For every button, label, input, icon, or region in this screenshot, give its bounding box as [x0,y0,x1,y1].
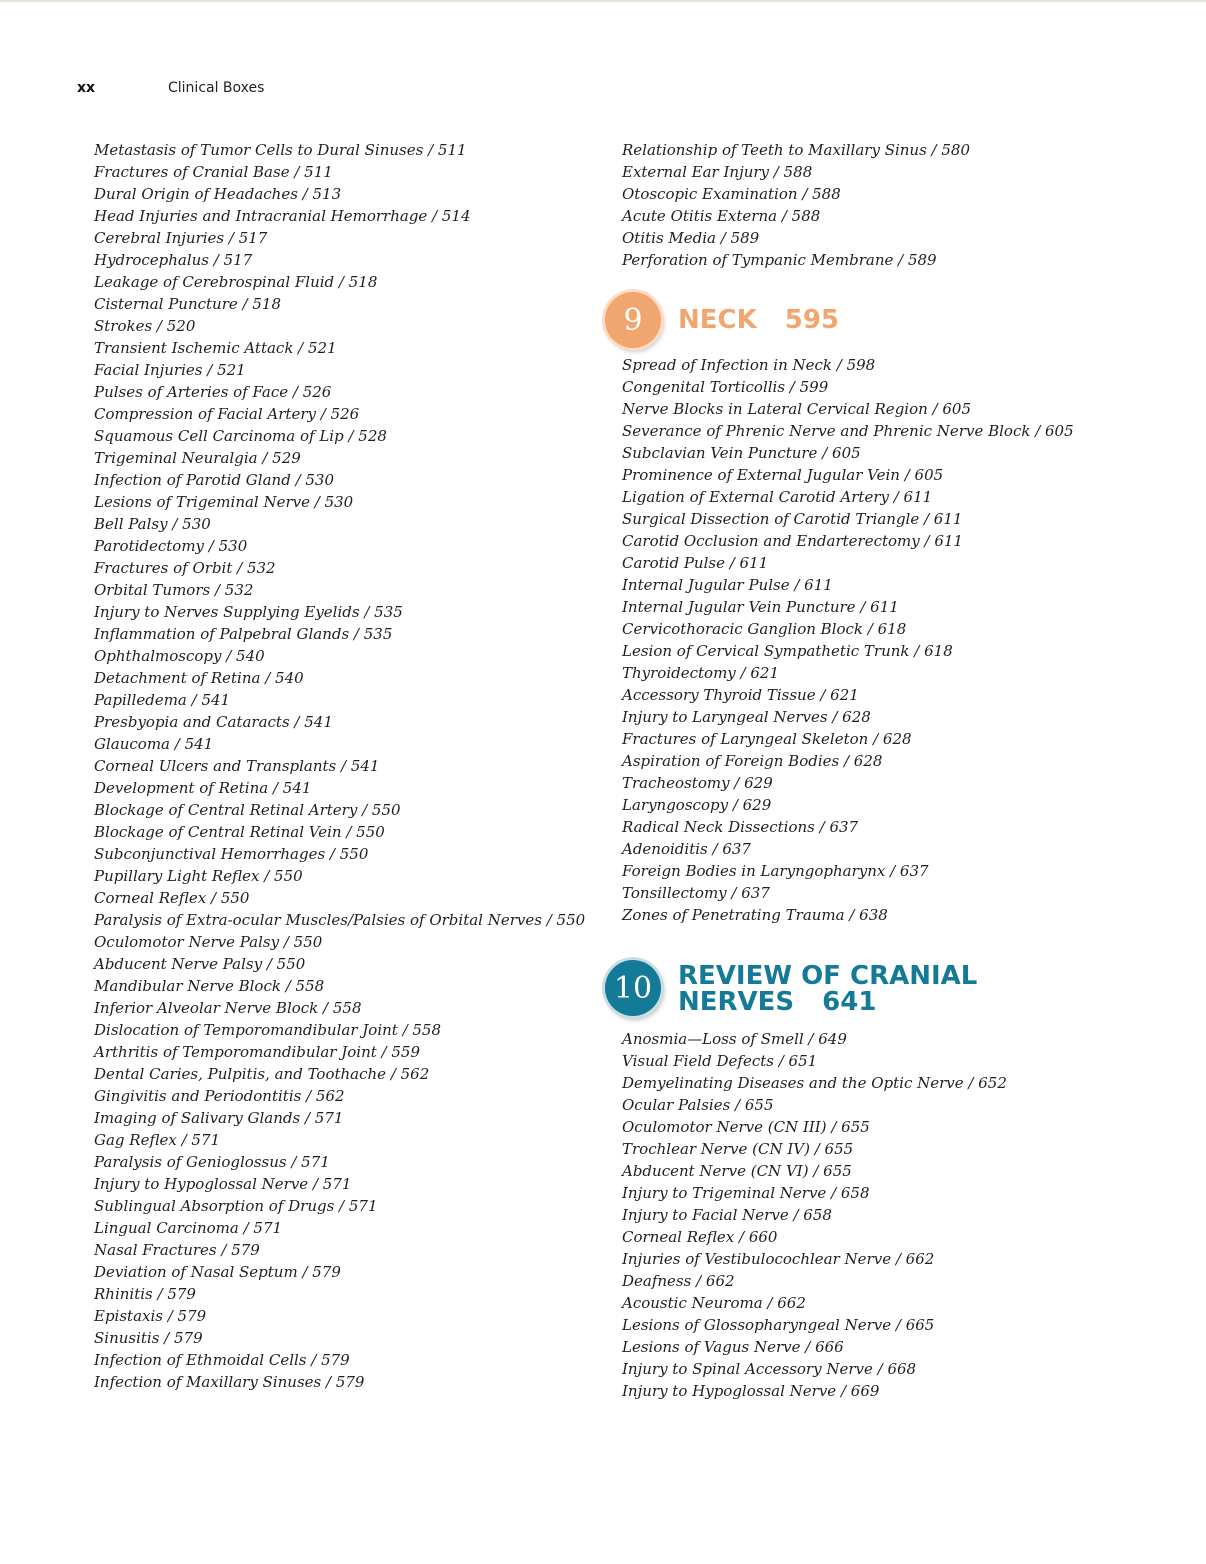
list-item: Accessory Thyroid Tissue / 621 [622,686,859,704]
list-item: Subconjunctival Hemorrhages / 550 [94,845,369,863]
list-item: Fractures of Orbit / 532 [94,559,276,577]
list-item: Corneal Reflex / 660 [622,1228,778,1246]
list-item: Papilledema / 541 [94,691,231,709]
list-item: Infection of Maxillary Sinuses / 579 [94,1373,365,1391]
list-item: Corneal Ulcers and Transplants / 541 [94,757,380,775]
list-item: Demyelinating Diseases and the Optic Nerve / 652 [622,1074,1007,1092]
list-item: Foreign Bodies in Laryngopharynx / 637 [622,862,929,880]
list-item: Bell Palsy / 530 [94,515,211,533]
list-item: Orbital Tumors / 532 [94,581,254,599]
list-item: Nerve Blocks in Lateral Cervical Region / 605 [622,400,971,418]
chapter-title-line1: REVIEW OF CRANIAL [678,961,978,991]
page-header [77,80,264,102]
list-item: Lesions of Glossopharyngeal Nerve / 665 [622,1316,935,1334]
list-item: Injury to Nerves Supplying Eyelids / 535 [94,603,403,621]
list-item: Blockage of Central Retinal Artery / 550 [94,801,401,819]
list-item: Acoustic Neuroma / 662 [622,1294,806,1312]
list-item: Paralysis of Genioglossus / 571 [94,1153,330,1171]
list-item: Hydrocephalus / 517 [94,251,253,269]
list-item: Injury to Hypoglossal Nerve / 669 [622,1382,880,1400]
list-item: Injury to Hypoglossal Nerve / 571 [94,1175,352,1193]
list-item: Trochlear Nerve (CN IV) / 655 [622,1140,854,1158]
list-item: Cisternal Puncture / 518 [94,295,281,313]
list-item: Gingivitis and Periodontitis / 562 [94,1087,345,1105]
chapter-title [678,307,839,333]
list-item: Parotidectomy / 530 [94,537,248,555]
list-item: Severance of Phrenic Nerve and Phrenic Nerve Block / 605 [622,422,1074,440]
list-item: Gag Reflex / 571 [94,1131,221,1149]
list-item: Oculomotor Nerve Palsy / 550 [94,933,323,951]
list-item: Paralysis of Extra-ocular Muscles/Palsies of Orbital Nerves / 550 [94,911,586,929]
list-item: Internal Jugular Vein Puncture / 611 [622,598,899,616]
list-item: Squamous Cell Carcinoma of Lip / 528 [94,427,387,445]
list-item: Carotid Occlusion and Endarterectomy / 611 [622,532,963,550]
list-item: Adenoiditis / 637 [622,840,751,858]
list-item: Thyroidectomy / 621 [622,664,779,682]
list-item: Radical Neck Dissections / 637 [622,818,859,836]
list-item: Inferior Alveolar Nerve Block / 558 [94,999,362,1017]
list-item: Pulses of Arteries of Face / 526 [94,383,332,401]
chapter-page: 595 [784,305,840,335]
list-item: Aspiration of Foreign Bodies / 628 [622,752,883,770]
list-item: Congenital Torticollis / 599 [622,378,829,396]
list-item: Relationship of Teeth to Maxillary Sinus / 580 [622,141,971,159]
chapter-9-heading [622,292,1182,352]
list-item: Lesion of Cervical Sympathetic Trunk / 618 [622,642,953,660]
chapter-10-heading [613,960,1182,1020]
list-item: Ocular Palsies / 655 [622,1096,774,1114]
list-item: Zones of Penetrating Trauma / 638 [622,906,888,924]
list-item: Transient Ischemic Attack / 521 [94,339,337,357]
list-item: Dental Caries, Pulpitis, and Toothache / 562 [94,1065,430,1083]
list-item: Lingual Carcinoma / 571 [94,1219,283,1237]
list-item: Spread of Infection in Neck / 598 [622,356,876,374]
list-item: Corneal Reflex / 550 [94,889,250,907]
list-item: Facial Injuries / 521 [94,361,246,379]
list-item: Fractures of Cranial Base / 511 [94,163,333,181]
list-item: Laryngoscopy / 629 [622,796,772,814]
chapter-title [678,963,977,1015]
list-item: Strokes / 520 [94,317,196,335]
list-item: Cervicothoracic Ganglion Block / 618 [622,620,907,638]
list-item: Infection of Parotid Gland / 530 [94,471,335,489]
list-item: Injury to Laryngeal Nerves / 628 [622,708,871,726]
top-rule [0,0,1206,2]
list-item: Subclavian Vein Puncture / 605 [622,444,861,462]
list-item: Lesions of Trigeminal Nerve / 530 [94,493,354,511]
list-item: Development of Retina / 541 [94,779,312,797]
list-item: Inflammation of Palpebral Glands / 535 [94,625,393,643]
list-item: Oculomotor Nerve (CN III) / 655 [622,1118,870,1136]
list-item: Otoscopic Examination / 588 [622,185,841,203]
list-item: Perforation of Tympanic Membrane / 589 [622,251,937,269]
list-item: Abducent Nerve (CN VI) / 655 [622,1162,852,1180]
running-title: Clinical Boxes [168,80,265,96]
list-item: Infection of Ethmoidal Cells / 579 [94,1351,350,1369]
right-top-list [622,139,1182,271]
list-item: Leakage of Cerebrospinal Fluid / 518 [94,273,378,291]
list-item: Otitis Media / 589 [622,229,760,247]
chapter-number-badge: 9 [605,292,661,348]
list-item: Dislocation of Temporomandibular Joint / 558 [94,1021,442,1039]
list-item: Imaging of Salivary Glands / 571 [94,1109,344,1127]
list-item: Deviation of Nasal Septum / 579 [94,1263,341,1281]
list-item: Acute Otitis Externa / 588 [622,207,821,225]
list-item: Visual Field Defects / 651 [622,1052,818,1070]
list-item: Pupillary Light Reflex / 550 [94,867,303,885]
chapter-9-list [622,354,1182,926]
chapter-title-line2: NERVES [678,987,795,1017]
list-item: Surgical Dissection of Carotid Triangle / 611 [622,510,963,528]
left-column [94,139,594,1393]
list-item: Injury to Spinal Accessory Nerve / 668 [622,1360,917,1378]
list-item: Rhinitis / 579 [94,1285,196,1303]
list-item: Detachment of Retina / 540 [94,669,304,687]
list-item: Metastasis of Tumor Cells to Dural Sinuses / 511 [94,141,467,159]
list-item: External Ear Injury / 588 [622,163,813,181]
list-item: Lesions of Vagus Nerve / 666 [622,1338,844,1356]
list-item: Epistaxis / 579 [94,1307,207,1325]
chapter-10-list [622,1028,1182,1402]
list-item: Ligation of External Carotid Artery / 611 [622,488,933,506]
list-item: Arthritis of Temporomandibular Joint / 559 [94,1043,420,1061]
chapter-number-badge: 10 [605,960,661,1016]
list-item: Injury to Trigeminal Nerve / 658 [622,1184,870,1202]
list-item: Injury to Facial Nerve / 658 [622,1206,832,1224]
list-item: Ophthalmoscopy / 540 [94,647,265,665]
list-item: Abducent Nerve Palsy / 550 [94,955,306,973]
list-item: Prominence of External Jugular Vein / 605 [622,466,944,484]
list-item: Head Injuries and Intracranial Hemorrhage / 514 [94,207,471,225]
list-item: Injuries of Vestibulocochlear Nerve / 662 [622,1250,935,1268]
list-item: Nasal Fractures / 579 [94,1241,260,1259]
list-item: Deafness / 662 [622,1272,735,1290]
chapter-title-text: NECK [678,305,757,335]
list-item: Tonsillectomy / 637 [622,884,770,902]
list-item: Presbyopia and Cataracts / 541 [94,713,333,731]
list-item: Tracheostomy / 629 [622,774,773,792]
list-item: Compression of Facial Artery / 526 [94,405,360,423]
list-item: Trigeminal Neuralgia / 529 [94,449,301,467]
list-item: Glaucoma / 541 [94,735,214,753]
list-item: Blockage of Central Retinal Vein / 550 [94,823,385,841]
list-item: Anosmia—Loss of Smell / 649 [622,1030,847,1048]
chapter-page: 641 [822,987,877,1017]
list-item: Dural Origin of Headaches / 513 [94,185,342,203]
right-column [613,139,1182,1402]
page-number: xx [77,80,96,96]
list-item: Cerebral Injuries / 517 [94,229,268,247]
list-item: Sinusitis / 579 [94,1329,203,1347]
list-item: Sublingual Absorption of Drugs / 571 [94,1197,378,1215]
list-item: Internal Jugular Pulse / 611 [622,576,833,594]
list-item: Carotid Pulse / 611 [622,554,769,572]
list-item: Fractures of Laryngeal Skeleton / 628 [622,730,912,748]
list-item: Mandibular Nerve Block / 558 [94,977,325,995]
